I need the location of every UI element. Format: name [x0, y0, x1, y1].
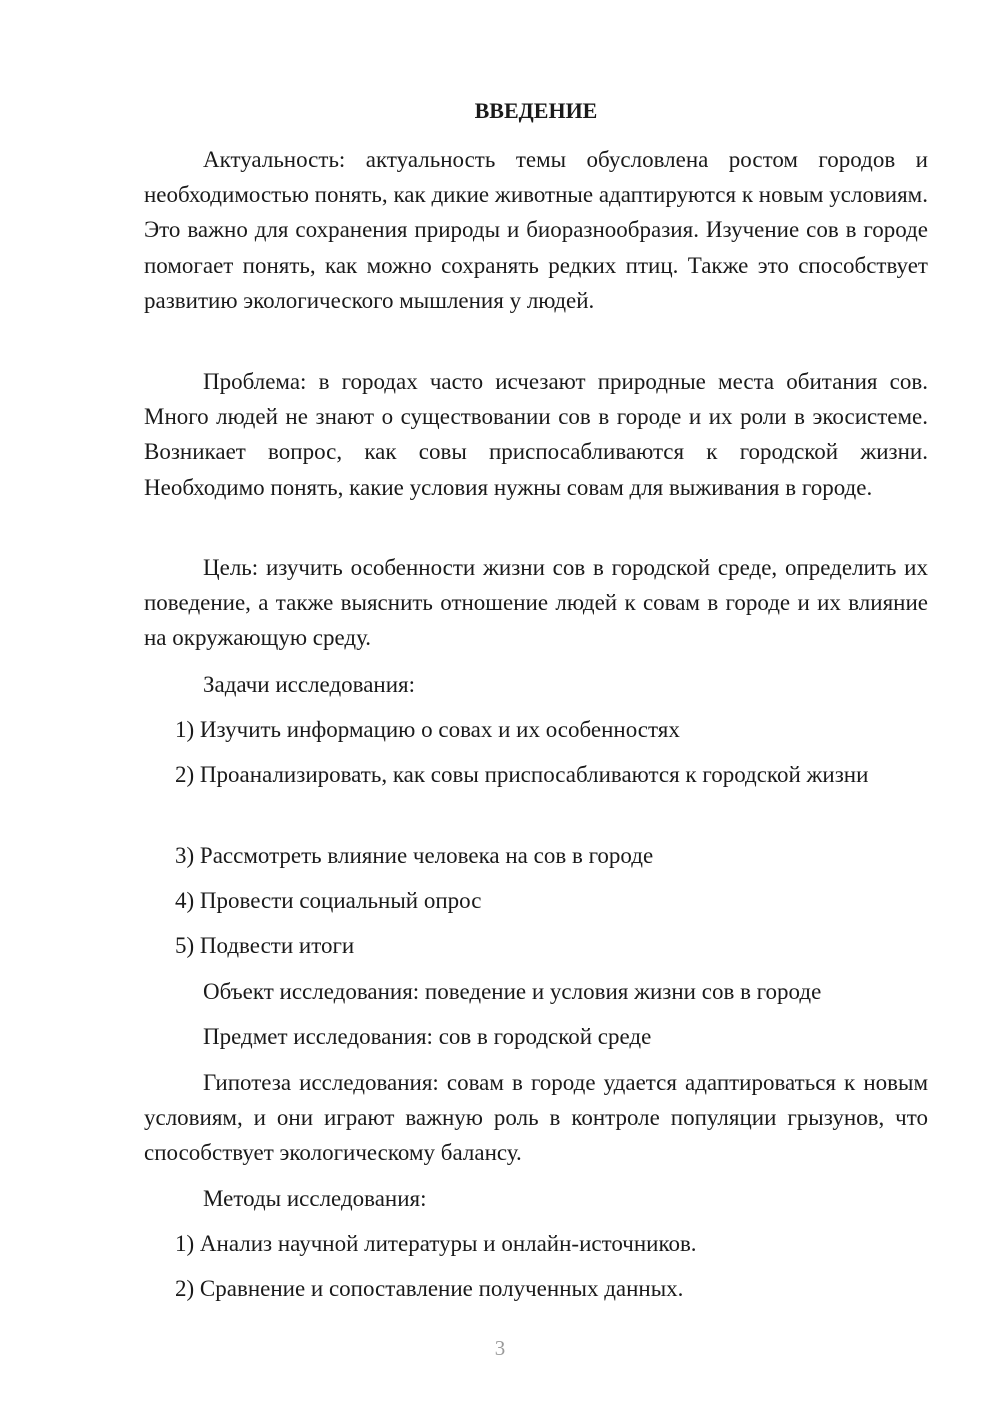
task-item: 4) Провести социальный опрос	[175, 888, 482, 913]
problem-paragraph: Проблема: в городах часто исчезают природные места обитания сов. Много людей не знают о существовании сов в городе и их роли в экосистеме. Возникает вопрос, как совы приспосабливаются к городской жизни. Необходимо понять, какие условия нужны совам для выживания в городе.	[144, 369, 928, 500]
method-item: 1) Анализ научной литературы и онлайн-источников.	[175, 1231, 697, 1256]
hypothesis-paragraph: Гипотеза исследования: совам в городе удается адаптироваться к новым условиям, и они играют важную роль в контроле популяции грызунов, что способствует экологическому балансу.	[144, 1070, 928, 1166]
task-item: 5) Подвести итоги	[175, 933, 355, 958]
task-item: 3) Рассмотреть влияние человека на сов в городе	[175, 843, 654, 868]
method-item: 2) Сравнение и сопоставление полученных данных.	[175, 1276, 684, 1301]
tasks-heading: Задачи исследования:	[203, 672, 416, 697]
relevance-paragraph: Актуальность: актуальность темы обусловлена ростом городов и необходимостью понять, как дикие животные адаптируются к новым условиям. Это важно для сохранения природы и биоразнообразия. Изучение сов в городе помогает понять, как можно сохранять редких птиц. Также это способствует развитию экологического мышления у людей.	[144, 147, 928, 313]
object-paragraph: Объект исследования: поведение и условия жизни сов в городе	[203, 979, 822, 1004]
goal-paragraph: Цель: изучить особенности жизни сов в городской среде, определить их поведение, а также выяснить отношение людей к совам в городе и их влияние на окружающую среду.	[144, 555, 928, 651]
task-item: 1) Изучить информацию о совах и их особенностях	[175, 717, 680, 742]
subject-paragraph: Предмет исследования: сов в городской среде	[203, 1024, 652, 1049]
methods-heading: Методы исследования:	[203, 1186, 427, 1211]
page-number: 3	[494, 1336, 506, 1360]
task-item: 2) Проанализировать, как совы приспосабливаются к городской жизни	[175, 762, 869, 787]
section-title: ВВЕДЕНИЕ	[474, 98, 598, 123]
